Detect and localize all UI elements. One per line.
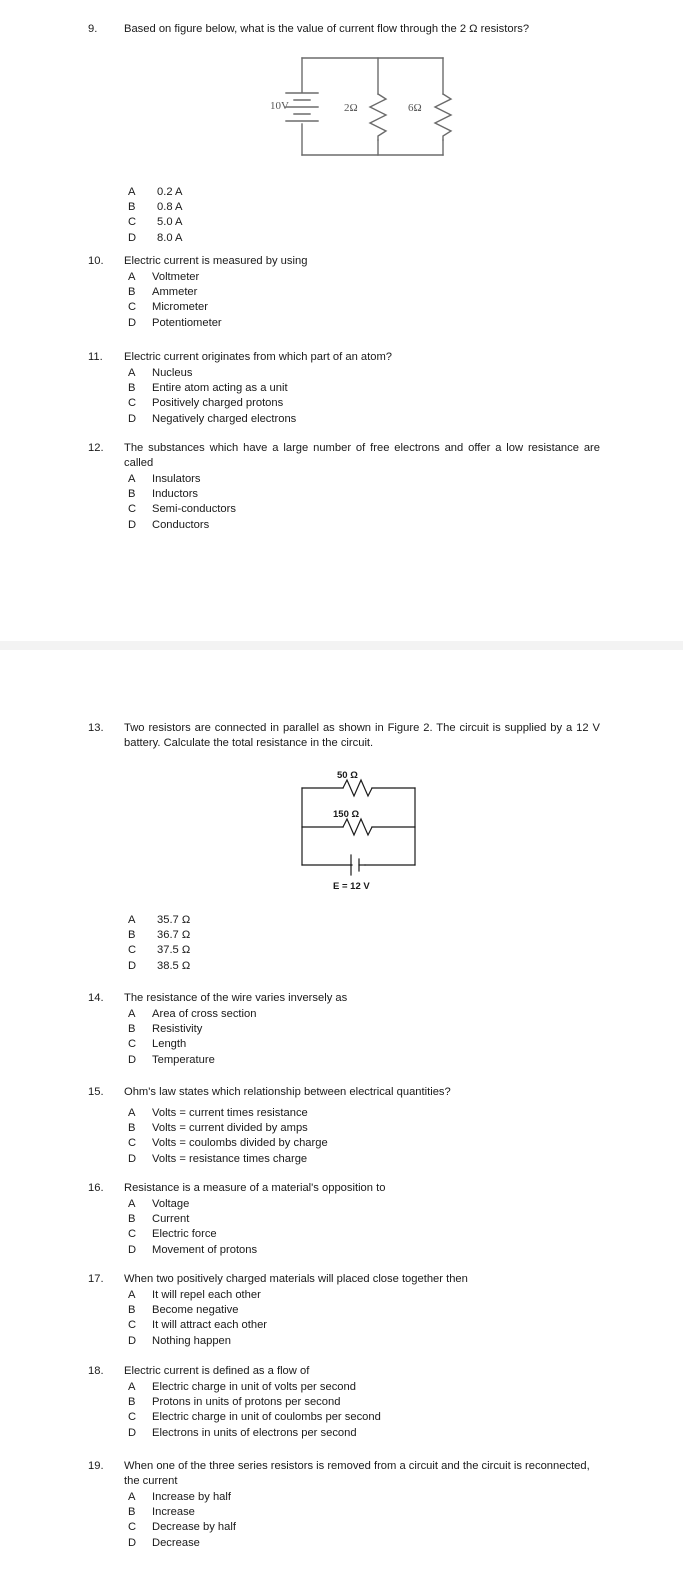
option-row[interactable] bbox=[128, 1212, 600, 1227]
option-text: 0.2 A bbox=[157, 186, 183, 198]
question-12 bbox=[88, 441, 600, 533]
option-letter: B bbox=[128, 1396, 136, 1409]
option-letter: A bbox=[128, 1107, 136, 1119]
option-text: 38.5 Ω bbox=[157, 959, 191, 972]
option-letter: C bbox=[128, 301, 137, 314]
option-text: Entire atom acting as a unit bbox=[152, 382, 288, 395]
options-list bbox=[88, 1197, 600, 1258]
figure-2-question-13 bbox=[285, 765, 430, 895]
option-text: Negatively charged electrons bbox=[152, 412, 297, 425]
option-row[interactable] bbox=[128, 185, 600, 200]
option-text: Nucleus bbox=[152, 367, 193, 379]
option-row[interactable] bbox=[128, 285, 600, 300]
option-row[interactable] bbox=[128, 215, 600, 230]
option-letter: D bbox=[128, 412, 137, 425]
option-letter: C bbox=[128, 1319, 137, 1332]
option-letter: D bbox=[128, 1053, 137, 1066]
page-break-separator bbox=[0, 641, 683, 650]
question-10 bbox=[88, 254, 600, 331]
option-letter: D bbox=[128, 1243, 137, 1256]
question-16 bbox=[88, 1181, 600, 1258]
option-letter: C bbox=[128, 397, 137, 410]
option-letter: B bbox=[128, 1023, 136, 1036]
option-row[interactable] bbox=[128, 472, 600, 487]
option-letter: D bbox=[128, 959, 137, 972]
resistor-150-ohm-label: 150 Ω bbox=[333, 809, 360, 820]
question-15 bbox=[88, 1085, 600, 1167]
option-text: It will repel each other bbox=[152, 1289, 261, 1301]
question-12-text: The substances which have a large number of free electrons and offer a low resistance are called bbox=[124, 442, 600, 469]
option-text: Semi-conductors bbox=[152, 503, 236, 516]
option-text: 35.7 Ω bbox=[157, 914, 191, 926]
option-letter: C bbox=[128, 1411, 137, 1424]
options-list bbox=[88, 270, 600, 331]
question-13-number: 13. bbox=[88, 722, 104, 734]
option-text: Positively charged protons bbox=[152, 397, 284, 410]
option-row[interactable] bbox=[128, 1410, 600, 1425]
question-18-header bbox=[88, 1364, 600, 1379]
question-12-header bbox=[88, 441, 600, 471]
option-text: Decrease by half bbox=[152, 1521, 236, 1534]
option-letter: D bbox=[128, 316, 137, 329]
question-13-text: Two resistors are connected in parallel as shown in Figure 2. The circuit is supplied by a 12 V battery. Calculate the total resistance in the circuit. bbox=[124, 722, 600, 749]
resistor-50-ohm-label: 50 Ω bbox=[337, 770, 358, 781]
option-row[interactable] bbox=[128, 487, 600, 502]
option-text: Decrease bbox=[152, 1536, 200, 1549]
question-18-text: Electric current is defined as a flow of bbox=[124, 1365, 310, 1377]
question-13 bbox=[88, 721, 600, 751]
option-text: Volts = resistance times charge bbox=[152, 1152, 308, 1165]
question-10-header bbox=[88, 254, 600, 269]
option-letter: B bbox=[128, 1213, 136, 1226]
option-letter: D bbox=[128, 1152, 137, 1165]
question-14 bbox=[88, 991, 600, 1068]
option-letter: A bbox=[128, 367, 136, 379]
question-17-text: When two positively charged materials will placed close together then bbox=[124, 1273, 468, 1285]
option-text: Volts = current times resistance bbox=[152, 1107, 308, 1119]
option-letter: A bbox=[128, 1008, 136, 1020]
question-16-header bbox=[88, 1181, 600, 1196]
option-row[interactable] bbox=[128, 200, 600, 215]
option-text: Nothing happen bbox=[152, 1334, 232, 1347]
option-text: Ammeter bbox=[152, 286, 198, 299]
option-letter: D bbox=[128, 1426, 137, 1439]
option-letter: C bbox=[128, 503, 137, 516]
question-15-text: Ohm's law states which relationship between electrical quantities? bbox=[124, 1086, 451, 1098]
option-text: Current bbox=[152, 1213, 190, 1226]
option-row[interactable] bbox=[128, 412, 600, 427]
option-text: 0.8 A bbox=[157, 201, 183, 214]
option-text: Become negative bbox=[152, 1304, 239, 1317]
option-letter: A bbox=[128, 186, 136, 198]
option-row[interactable] bbox=[128, 1536, 600, 1551]
option-row[interactable] bbox=[128, 518, 600, 533]
question-11-text: Electric current originates from which part of an atom? bbox=[124, 351, 392, 363]
option-letter: A bbox=[128, 473, 136, 485]
option-text: 5.0 A bbox=[157, 216, 183, 229]
option-letter: D bbox=[128, 1536, 137, 1549]
option-letter: A bbox=[128, 914, 136, 926]
option-row[interactable] bbox=[128, 1490, 600, 1505]
options-list bbox=[88, 1380, 600, 1441]
option-row[interactable] bbox=[128, 316, 600, 331]
option-letter: A bbox=[128, 1381, 136, 1393]
option-row[interactable] bbox=[128, 1037, 600, 1052]
option-text: 8.0 A bbox=[157, 231, 183, 244]
option-text: Length bbox=[152, 1038, 187, 1051]
options-list bbox=[88, 185, 600, 246]
question-19-text: When one of the three series resistors is removed from a circuit and the circuit is reconnected, the current bbox=[124, 1460, 590, 1487]
option-letter: C bbox=[128, 1137, 137, 1150]
figure-question-9 bbox=[250, 52, 470, 167]
option-letter: B bbox=[128, 382, 136, 395]
option-text: Voltage bbox=[152, 1198, 190, 1210]
option-text: Area of cross section bbox=[152, 1008, 257, 1020]
option-row[interactable] bbox=[128, 1334, 600, 1349]
option-row[interactable] bbox=[128, 366, 600, 381]
option-row[interactable] bbox=[128, 231, 600, 246]
question-11-header bbox=[88, 350, 600, 365]
question-14-text: The resistance of the wire varies inversely as bbox=[124, 992, 348, 1004]
option-text: Temperature bbox=[152, 1053, 215, 1066]
option-letter: D bbox=[128, 231, 137, 244]
option-letter: B bbox=[128, 201, 136, 214]
option-row[interactable] bbox=[128, 913, 600, 928]
question-17-number: 17. bbox=[88, 1273, 104, 1285]
option-text: Increase by half bbox=[152, 1491, 231, 1503]
option-row[interactable] bbox=[128, 1380, 600, 1395]
option-row[interactable] bbox=[128, 1303, 600, 1318]
option-row[interactable] bbox=[128, 270, 600, 285]
question-17 bbox=[88, 1272, 600, 1349]
option-letter: A bbox=[128, 1491, 136, 1503]
option-letter: C bbox=[128, 944, 137, 957]
option-letter: A bbox=[128, 1289, 136, 1301]
question-16-text: Resistance is a measure of a material's opposition to bbox=[124, 1182, 386, 1194]
option-letter: C bbox=[128, 1521, 137, 1534]
options-list bbox=[88, 1490, 600, 1551]
option-text: Conductors bbox=[152, 518, 210, 531]
question-13-header bbox=[88, 721, 600, 751]
options-list bbox=[88, 1106, 600, 1167]
question-19-header bbox=[88, 1459, 600, 1489]
options-list bbox=[88, 366, 600, 427]
question-15-number: 15. bbox=[88, 1086, 104, 1098]
option-text: Electric force bbox=[152, 1228, 217, 1241]
option-text: Inductors bbox=[152, 488, 199, 501]
option-text: It will attract each other bbox=[152, 1319, 268, 1332]
option-letter: D bbox=[128, 518, 137, 531]
option-row[interactable] bbox=[128, 1288, 600, 1303]
option-letter: A bbox=[128, 1198, 136, 1210]
question-9-header bbox=[88, 22, 600, 37]
option-row[interactable] bbox=[128, 1197, 600, 1212]
option-text: Electric charge in unit of coulombs per second bbox=[152, 1411, 381, 1424]
question-18-number: 18. bbox=[88, 1365, 104, 1377]
question-9-options bbox=[88, 184, 600, 246]
option-row[interactable] bbox=[128, 1395, 600, 1410]
option-letter: C bbox=[128, 1228, 137, 1241]
question-14-header bbox=[88, 991, 600, 1006]
figure-2-caption: E = 12 V bbox=[333, 881, 370, 892]
option-text: Insulators bbox=[152, 473, 201, 485]
option-row[interactable] bbox=[128, 300, 600, 315]
option-row[interactable] bbox=[128, 1106, 600, 1121]
question-13-options bbox=[88, 912, 600, 974]
question-19-number: 19. bbox=[88, 1460, 104, 1472]
option-row[interactable] bbox=[128, 1152, 600, 1167]
option-row[interactable] bbox=[128, 959, 600, 974]
option-text: Potentiometer bbox=[152, 316, 222, 329]
option-text: Micrometer bbox=[152, 301, 208, 314]
option-row[interactable] bbox=[128, 1243, 600, 1258]
option-letter: B bbox=[128, 1304, 136, 1317]
option-row[interactable] bbox=[128, 1121, 600, 1136]
option-text: Electric charge in unit of volts per second bbox=[152, 1381, 356, 1393]
resistor-6-ohm-label: 6Ω bbox=[408, 102, 422, 114]
option-row[interactable] bbox=[128, 1007, 600, 1022]
question-18 bbox=[88, 1364, 600, 1441]
option-text: Electrons in units of electrons per second bbox=[152, 1426, 357, 1439]
option-row[interactable] bbox=[128, 1426, 600, 1441]
question-9 bbox=[88, 22, 600, 37]
option-text: Volts = coulombs divided by charge bbox=[152, 1137, 328, 1150]
option-row[interactable] bbox=[128, 1136, 600, 1151]
option-text: Increase bbox=[152, 1506, 195, 1519]
option-row[interactable] bbox=[128, 1318, 600, 1333]
option-row[interactable] bbox=[128, 1022, 600, 1037]
question-14-number: 14. bbox=[88, 992, 104, 1004]
resistor-2-ohm-label: 2Ω bbox=[344, 102, 358, 114]
option-row[interactable] bbox=[128, 1520, 600, 1535]
question-16-number: 16. bbox=[88, 1182, 104, 1194]
option-row[interactable] bbox=[128, 943, 600, 958]
option-text: 37.5 Ω bbox=[157, 944, 191, 957]
option-letter: B bbox=[128, 488, 136, 501]
question-11-number: 11. bbox=[88, 351, 103, 363]
option-letter: D bbox=[128, 1334, 137, 1347]
question-17-header bbox=[88, 1272, 600, 1287]
question-9-text: Based on figure below, what is the value of current flow through the 2 Ω resistors? bbox=[124, 23, 530, 35]
option-row[interactable] bbox=[128, 502, 600, 517]
option-row[interactable] bbox=[128, 1053, 600, 1068]
options-list bbox=[88, 1288, 600, 1349]
option-letter: B bbox=[128, 1506, 136, 1519]
question-12-number: 12. bbox=[88, 442, 104, 454]
option-text: 36.7 Ω bbox=[157, 929, 191, 942]
option-letter: B bbox=[128, 286, 136, 299]
battery-voltage-label: 10V bbox=[270, 100, 289, 112]
option-letter: A bbox=[128, 271, 136, 283]
option-row[interactable] bbox=[128, 1505, 600, 1520]
option-text: Resistivity bbox=[152, 1023, 203, 1036]
option-text: Movement of protons bbox=[152, 1243, 258, 1256]
question-11 bbox=[88, 350, 600, 427]
options-list bbox=[88, 913, 600, 974]
option-row[interactable] bbox=[128, 928, 600, 943]
question-19 bbox=[88, 1459, 600, 1551]
option-row[interactable] bbox=[128, 396, 600, 411]
options-list bbox=[88, 1007, 600, 1068]
option-letter: B bbox=[128, 1122, 136, 1135]
options-list bbox=[88, 472, 600, 533]
option-text: Protons in units of protons per second bbox=[152, 1396, 341, 1409]
option-text: Voltmeter bbox=[152, 271, 200, 283]
option-letter: B bbox=[128, 929, 136, 942]
question-15-header bbox=[88, 1085, 600, 1100]
question-10-text: Electric current is measured by using bbox=[124, 255, 308, 267]
question-10-number: 10. bbox=[88, 255, 104, 267]
option-letter: C bbox=[128, 1038, 137, 1051]
option-row[interactable] bbox=[128, 1227, 600, 1242]
option-row[interactable] bbox=[128, 381, 600, 396]
question-9-number: 9. bbox=[88, 23, 98, 35]
option-text: Volts = current divided by amps bbox=[152, 1122, 308, 1135]
option-letter: C bbox=[128, 216, 137, 229]
